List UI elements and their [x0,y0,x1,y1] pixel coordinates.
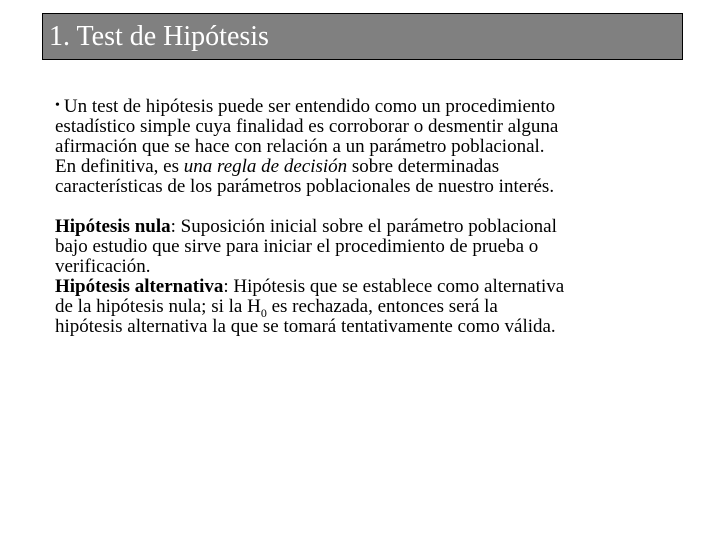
intro-line-2: estadístico simple cuya finalidad es corroborar o desmentir alguna [55,116,559,137]
h0-subscript: 0 [260,305,267,320]
slide-title: 1. Test de Hipótesis [49,21,269,52]
intro-line-5: características de los parámetros poblacionales de nuestro interés. [55,176,555,197]
alt-hypothesis-line-1: Hipótesis alternativa: Hipótesis que se establece como alternativa [55,276,565,297]
alt-hypothesis-term: Hipótesis alternativa [55,276,224,297]
null-hypothesis-line-2: bajo estudio que sirve para iniciar el procedimiento de prueba o [55,236,539,257]
bullet-icon: • [55,98,60,113]
slide-content [55,96,665,337]
alt-hypothesis-line-3: hipótesis alternativa la que se tomará tentativamente como válida. [55,316,556,337]
alt-hypothesis-line-2: de la hipótesis nula; si la $H_0$ es rechazada, entonces será la [55,296,498,320]
null-hypothesis-line-3: verificación. [55,256,151,277]
null-hypothesis-term: Hipótesis nula [55,216,171,237]
intro-paragraph [55,96,665,197]
definitions-paragraph [55,217,665,337]
slide-title-bar [42,13,683,60]
intro-line-4: En definitiva, es una regla de decisión sobre determinadas [55,156,500,177]
null-hypothesis-line-1: Hipótesis nula: Suposición inicial sobre el parámetro poblacional [55,216,557,237]
decision-rule-emphasis: una regla de decisión [183,156,348,177]
intro-line-1: • Un test de hipótesis puede ser entendido como un procedimiento [55,96,556,117]
intro-line-3: afirmación que se hace con relación a un parámetro poblacional. [55,136,545,157]
